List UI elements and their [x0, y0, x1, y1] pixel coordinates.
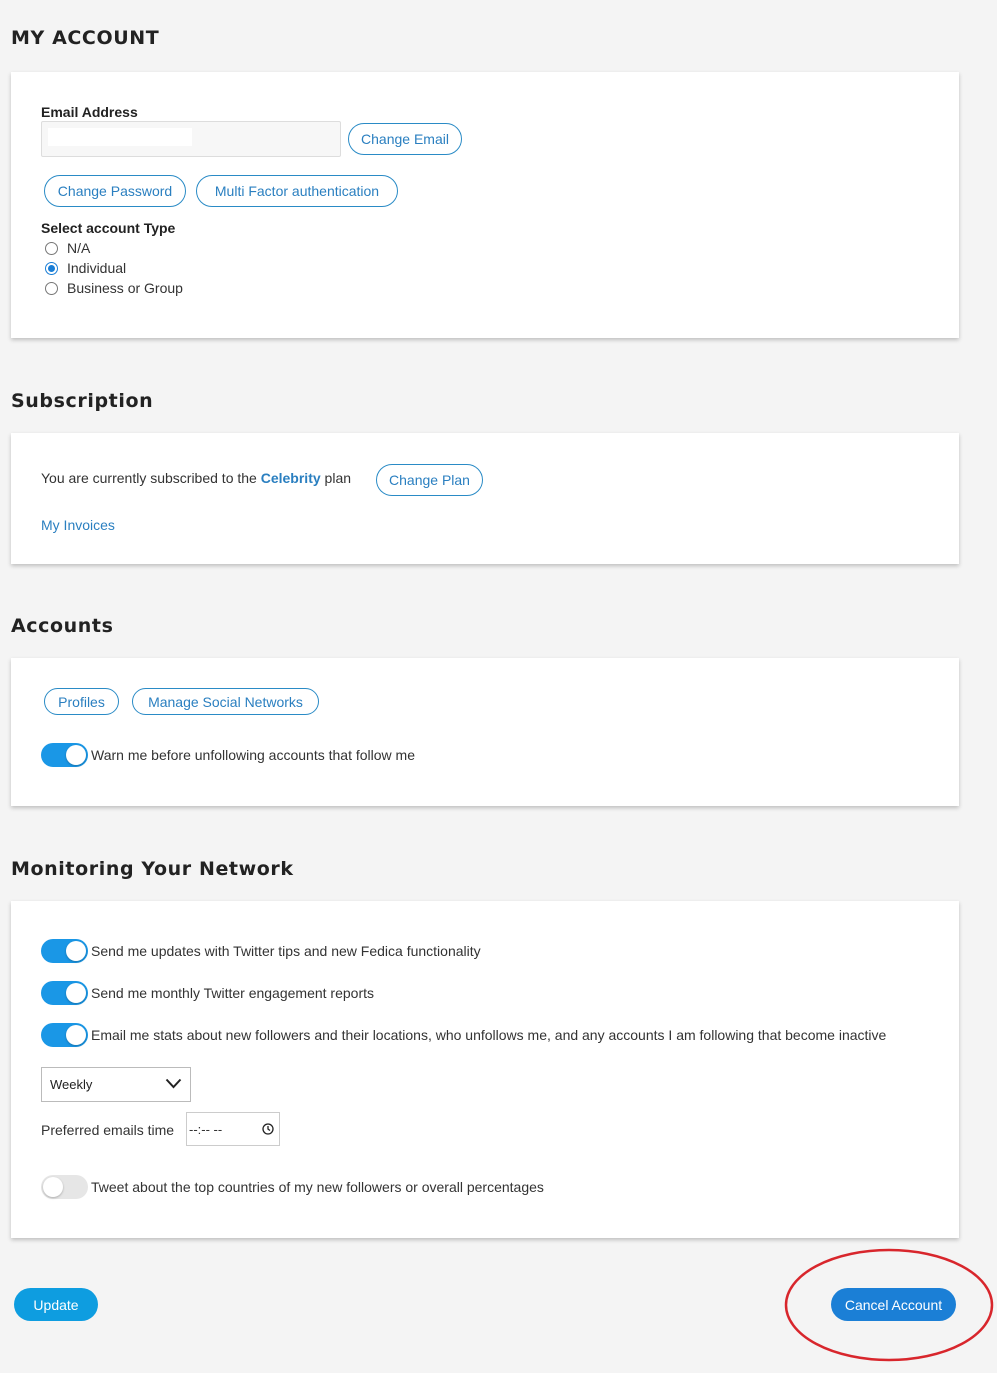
chevron-down-icon: [165, 1078, 182, 1089]
tweet-countries-toggle[interactable]: [41, 1175, 88, 1199]
account-type-business[interactable]: [45, 280, 183, 296]
warn-unfollow-toggle[interactable]: [41, 743, 88, 767]
my-account-card: [11, 72, 959, 338]
radio-individual[interactable]: [45, 262, 58, 275]
mfa-button[interactable]: Multi Factor authentication: [196, 175, 398, 207]
account-type-na[interactable]: [45, 240, 90, 256]
account-type-individual[interactable]: [45, 260, 126, 276]
twitter-tips-label: Send me updates with Twitter tips and new Fedica functionality: [91, 943, 481, 959]
monitoring-card: [11, 901, 959, 1238]
clock-icon[interactable]: [262, 1123, 274, 1135]
change-password-button[interactable]: Change Password: [44, 175, 186, 207]
account-type-na-label: N/A: [67, 240, 91, 256]
engagement-reports-label: Send me monthly Twitter engagement reports: [91, 985, 375, 1001]
radio-business[interactable]: [45, 282, 58, 295]
profiles-button[interactable]: Profiles: [44, 688, 119, 715]
accounts-title: Accounts: [11, 615, 114, 637]
account-type-label: Select account Type: [41, 220, 176, 236]
account-type-business-label: Business or Group: [67, 280, 183, 296]
subscription-title: Subscription: [11, 390, 154, 412]
subscription-card: [11, 433, 959, 564]
my-invoices-link[interactable]: My Invoices: [41, 517, 115, 533]
warn-unfollow-row: [41, 743, 415, 767]
follower-stats-toggle[interactable]: [41, 1023, 88, 1047]
engagement-reports-toggle[interactable]: [41, 981, 88, 1005]
frequency-select[interactable]: [41, 1067, 191, 1102]
frequency-value: Weekly: [50, 1077, 93, 1092]
my-account-title: MY ACCOUNT: [11, 27, 160, 49]
plan-name: Celebrity: [260, 470, 321, 486]
follower-stats-label: Email me stats about new followers and their locations, who unfollows me, and any accounts I am following that become inactive: [91, 1027, 887, 1043]
preferred-time-value: --:-- --: [189, 1121, 223, 1137]
cancel-account-button[interactable]: Cancel Account: [831, 1288, 956, 1321]
twitter-tips-toggle[interactable]: [41, 939, 88, 963]
email-value: [48, 128, 192, 146]
twitter-tips-row: [41, 939, 481, 963]
subscription-text-after: plan: [324, 470, 352, 486]
accounts-card: [11, 658, 959, 806]
preferred-time-input[interactable]: [186, 1112, 280, 1146]
account-type-individual-label: Individual: [67, 260, 127, 276]
monitoring-title: Monitoring Your Network: [11, 858, 294, 880]
email-field[interactable]: [41, 121, 341, 157]
follower-stats-row: [41, 1023, 886, 1047]
update-button[interactable]: Update: [14, 1288, 98, 1321]
radio-na[interactable]: [45, 242, 58, 255]
tweet-countries-label: Tweet about the top countries of my new followers or overall percentages: [91, 1179, 544, 1195]
change-email-button[interactable]: Change Email: [348, 123, 462, 155]
warn-unfollow-label: Warn me before unfollowing accounts that follow me: [91, 747, 415, 763]
engagement-reports-row: [41, 981, 374, 1005]
subscription-text: [41, 470, 351, 486]
manage-social-networks-button[interactable]: Manage Social Networks: [132, 688, 319, 715]
email-label: Email Address: [41, 104, 138, 120]
tweet-countries-row: [41, 1175, 544, 1199]
preferred-time-label: Preferred emails time: [41, 1122, 175, 1138]
subscription-text-before: You are currently subscribed to the: [41, 470, 257, 486]
change-plan-button[interactable]: Change Plan: [376, 464, 483, 496]
